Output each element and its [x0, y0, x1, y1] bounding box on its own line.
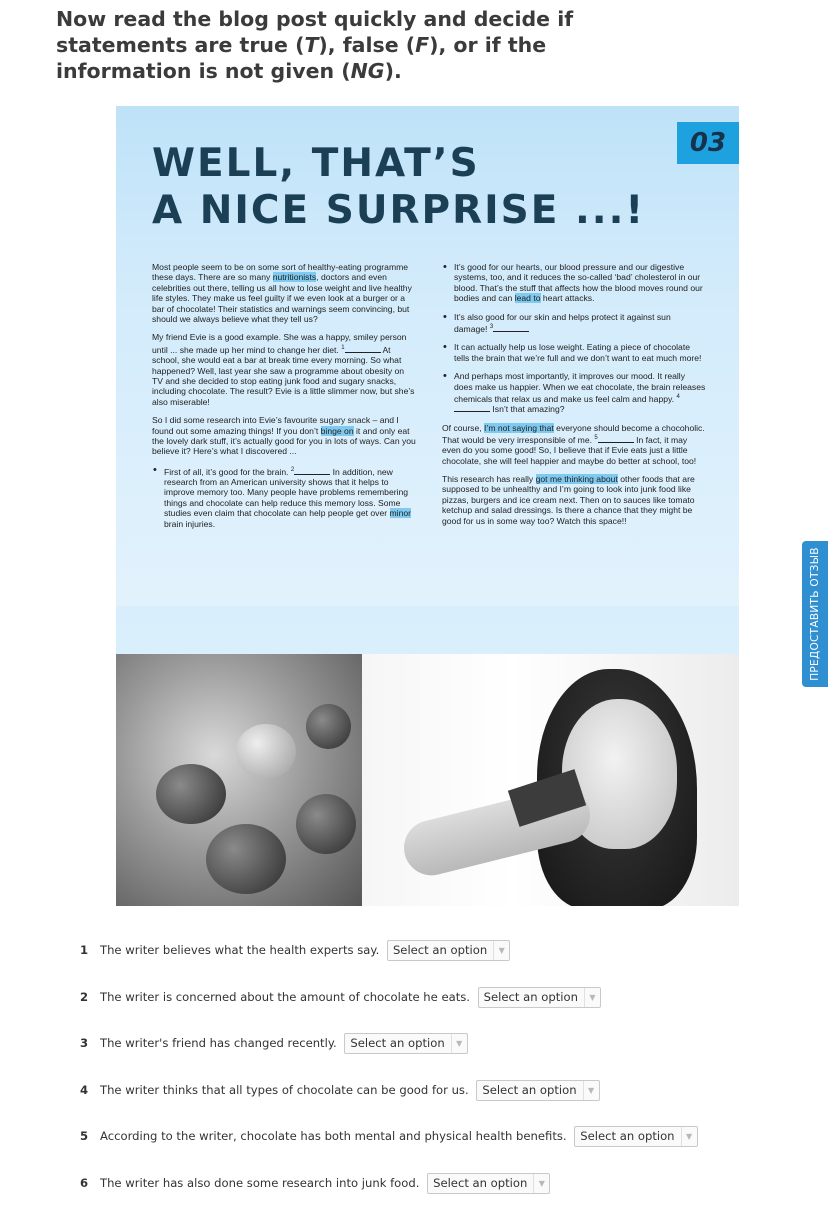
article-column-left [152, 262, 416, 537]
highlighted-phrase: nutritionists [272, 272, 317, 283]
feedback-tab[interactable] [802, 541, 828, 687]
question-row [80, 986, 601, 1008]
answer-select[interactable]: Select an option ▼ [427, 1173, 550, 1194]
headline-line-1: WELL, THAT’S [152, 141, 480, 186]
question-row [80, 939, 510, 961]
answer-select[interactable]: Select an option ▼ [344, 1033, 467, 1054]
instruction-text: ). [384, 59, 402, 83]
instruction-heading [56, 6, 676, 84]
article-column-right [442, 262, 706, 534]
question-row [80, 1125, 698, 1147]
bullet-list [152, 465, 416, 529]
highlighted-phrase: binge on [320, 425, 354, 436]
gap-number: 2 [290, 466, 295, 473]
question-text: According to the writer, chocolate has both mental and physical health benefits. [100, 1129, 567, 1143]
instruction-not-given-label: NG [350, 59, 385, 83]
instruction-false-label: F [415, 33, 430, 57]
question-text: The writer believes what the health experts say. [100, 943, 380, 957]
chocolate-piece [236, 724, 296, 779]
list-item: • It can actually help us lose weight. Eating a piece of chocolate tells the brain that we’re full and we don’t want to eat much more! [442, 342, 706, 363]
question-number: 4 [80, 1083, 89, 1097]
answer-select[interactable]: Select an option ▼ [476, 1080, 599, 1101]
answer-select[interactable]: Select an option ▼ [478, 987, 601, 1008]
gap-number: 5 [594, 435, 598, 441]
chocolate-piece [156, 764, 226, 824]
paragraph: So I did some research into Evie’s favourite sugary snack – and I found out some amazing things! If you don’t binge on it and only eat the lovely dark stuff, it’s actually good for you in lots of ways. Can you believe it? Here’s what I discovered ... [152, 415, 416, 457]
gap-line [493, 324, 529, 332]
question-text: The writer thinks that all types of chocolate can be good for us. [100, 1083, 469, 1097]
question-number: 3 [80, 1036, 89, 1050]
gap-line [345, 345, 381, 353]
instruction-text: ), false ( [318, 33, 416, 57]
question-text: The writer's friend has changed recently. [100, 1036, 337, 1050]
chevron-down-icon: ▼ [681, 1127, 697, 1146]
blog-post-image [116, 106, 739, 906]
unit-number-badge: 03 [677, 122, 739, 164]
chevron-down-icon: ▼ [583, 1081, 599, 1100]
answer-select[interactable]: Select an option ▼ [387, 940, 510, 961]
gap-number: 1 [341, 344, 345, 351]
list-item: • And perhaps most importantly, it improves our mood. It really does make us happier. When we eat chocolate, the brain releases chemicals that relax us and make us feel calm and happy. $^4$ Isn’t that amazing? [442, 371, 706, 414]
question-row [80, 1079, 600, 1101]
gap-number: 4 [676, 393, 680, 400]
chocolate-piece [296, 794, 356, 854]
feedback-tab-label: ПРЕДОСТАВИТЬ ОТЗЫВ [809, 547, 821, 681]
woman-eating-chocolate-photo [362, 654, 739, 906]
list-item: • First of all, it’s good for the brain. $^2$ In addition, new research from an American university shows that it helps to improve memory too. Many people have problems remembering things and chocolate can help reduce this memory loss. Some studies even claim that chocolate can help people get over minor brain injuries. [152, 465, 416, 529]
question-row [80, 1172, 550, 1194]
paragraph: Most people seem to be on some sort of healthy-eating programme these days. There are so many nutritionists, doctors and even celebrities out there, telling us all how to lose weight and live healthy life styles. They make us feel guilty if we even look at a burger or a bar of chocolate! Their statistics and warnings seem convincing, but should we always believe what they tell us? [152, 262, 412, 325]
gap-number: 3 [489, 324, 494, 331]
chevron-down-icon: ▼ [533, 1174, 549, 1193]
highlighted-phrase: I’m not saying that [484, 422, 554, 433]
paragraph: My friend Evie is a good example. She was a happy, smiley person until ... she made up her mind to change her diet. $^1$ At school, she would eat a bar at break time every morning. So what happened? Well, last year she saw a programme about obesity on TV and she decided to stop eating junk food and sugary snacks, including chocolate. The result? Evie is a little slimmer now, but she’s also miserable! [152, 332, 415, 407]
chocolate-piece [306, 704, 351, 749]
gap-line [598, 435, 634, 443]
chevron-down-icon: ▼ [584, 988, 600, 1007]
paragraph: This research has really got me thinking about other foods that are supposed to be unhealthy and I’m going to look into junk food like pizzas, burgers and ice cream next. Then on to sauces like tomato ketchup and salad dressings. Is there a chance that they might be good for us in some way too? Watch this space!! [442, 474, 695, 526]
highlighted-phrase: lead to [514, 293, 541, 304]
list-item: • It’s good for our hearts, our blood pressure and our digestive systems, too, and it reduces the so-called ‘bad’ cholesterol in our blood. That’s the stuff that affects how the blood moves round our bodies and can lead to heart attacks. [442, 262, 706, 304]
chevron-down-icon: ▼ [493, 941, 509, 960]
instruction-true-label: T [304, 33, 319, 57]
question-text: The writer is concerned about the amount of chocolate he eats. [100, 990, 470, 1004]
answer-select[interactable]: Select an option ▼ [574, 1126, 697, 1147]
chocolates-photo [116, 654, 362, 906]
chevron-down-icon: ▼ [451, 1034, 467, 1053]
gap-line [454, 404, 490, 412]
question-number: 6 [80, 1176, 89, 1190]
list-item: • It’s also good for our skin and helps protect it against sun damage! $^3$ [442, 312, 706, 335]
question-number: 2 [80, 990, 89, 1004]
question-number: 1 [80, 943, 89, 957]
headline-line-2: A NICE SURPRISE ...! [152, 188, 646, 233]
gap-line [294, 467, 330, 475]
article-headline [152, 140, 645, 234]
chocolate-piece [206, 824, 286, 894]
bullet-list [442, 262, 706, 415]
question-text: The writer has also done some research into junk food. [100, 1176, 420, 1190]
instruction-text: ), or if the information is not given ( [56, 33, 547, 83]
highlighted-phrase: minor [389, 508, 411, 519]
instruction-text: Now read the blog post quickly and decide if statements are true ( [56, 7, 574, 57]
question-number: 5 [80, 1129, 89, 1143]
highlighted-phrase: got me thinking about [535, 474, 618, 485]
question-row [80, 1032, 468, 1054]
paragraph: Of course, I’m not saying that everyone should become a chocoholic. That would be very irresponsible of me. $^5$ In fact, it may even do you some good! So, I believe that if Evie eats just a little chocolate, she will feel happier and maybe do better at school, too! [442, 422, 705, 466]
